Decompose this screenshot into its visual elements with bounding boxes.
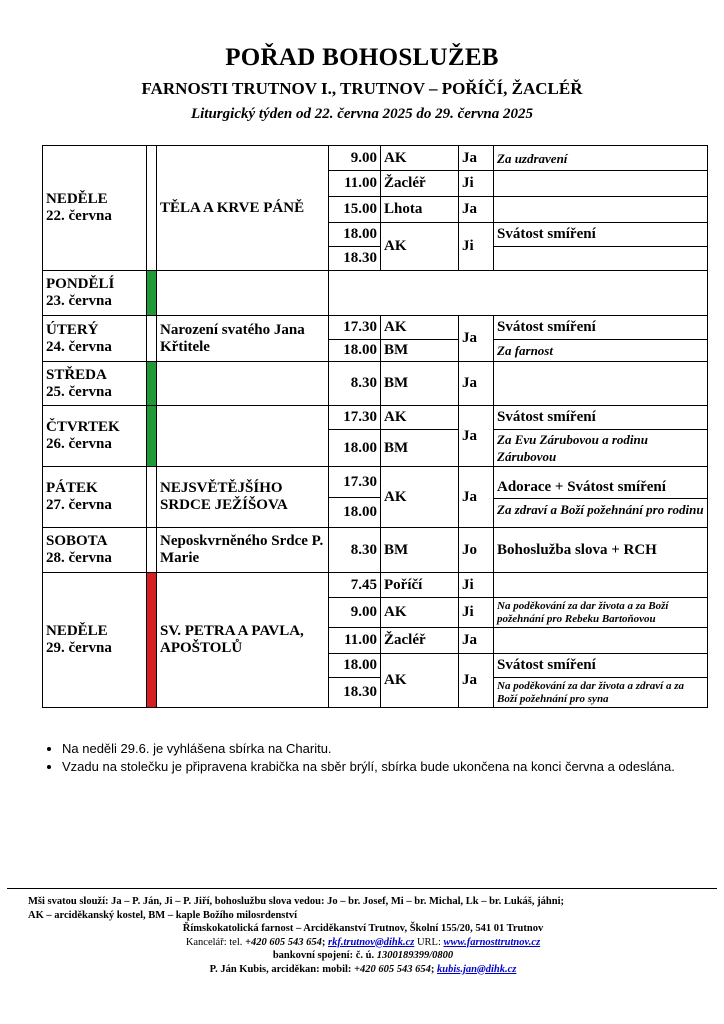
notice-item: • Na neděli 29.6. je vyhlášena sbírka na Charitu.	[62, 741, 682, 757]
table-row: STŘEDA 25. června 8.30 BM Ja	[43, 362, 708, 406]
table-row: 18.30 Na poděkování za dar života a zdraví a za Boží požehnání pro syna	[43, 678, 708, 708]
table-row: 9.00 AK Ji Na poděkování za dar života a za Boží požehnání pro Rebeku Bartoňovou	[43, 598, 708, 628]
feast-cell: Neposkvrněného Srdce P. Marie	[157, 528, 329, 573]
feast-cell: NEJSVĚTĚJŠÍHO SRDCE JEŽÍŠOVA	[157, 467, 329, 528]
table-row: 15.00 Lhota Ja	[43, 197, 708, 223]
footer-divider	[7, 888, 717, 889]
table-row: ČTVRTEK 26. června 17.30 AK Ja Svátost smíření	[43, 406, 708, 430]
parish-subtitle: FARNOSTI TRUTNOV I., TRUTNOV – POŘÍČÍ, ŽACLÉŘ	[141, 79, 583, 98]
footer-address: Římskokatolická farnost – Arciděkanství Trutnov, Školní 155/20, 541 01 Trutnov	[182, 923, 544, 934]
table-row: 18.30	[43, 247, 708, 271]
page-title: POŘAD BOHOSLUŽEB	[225, 44, 499, 71]
table-row: 18.00 BM Za Evu Zárubovou a rodinu Zárubovou	[43, 430, 708, 467]
table-row: PÁTEK 27. června NEJSVĚTĚJŠÍHO SRDCE JEŽÍŠOVA 17.30 18.00 AK Ja Adorace + Svátost smíření Za zdraví a Boží požehnání pro rodinu	[43, 467, 708, 528]
day-cell: SOBOTA 28. června	[43, 528, 147, 573]
notice-item: • Vzadu na stolečku je připravena krabička na sběr brýlí, sbírka bude ukončena na konci června a odeslána.	[62, 759, 682, 775]
table-row: 18.00 AK Ja Svátost smíření	[43, 654, 708, 678]
liturgical-color	[147, 528, 157, 573]
footer-priests: Mši svatou slouží: Ja – P. Ján, Ji – P. Jiří, bohoslužbu slova vedou: Jo – br. Josef, Mi – br. Michal, Lk – br. Lukáš, jáhni;	[28, 896, 564, 907]
footer-office: Kancelář: tel. +420 605 543 654; rkf.trutnov@dihk.cz URL: www.farnosttrutnov.cz	[185, 936, 541, 948]
footer-bank: bankovní spojení: č. ú. 1300189399/0800	[272, 950, 454, 961]
table-row	[43, 271, 708, 316]
liturgical-color	[147, 406, 157, 467]
day-cell: NEDĚLE 29. června	[43, 573, 147, 708]
table-row: NEDĚLE 29. června SV. PETRA A PAVLA, APOŠTOLŮ 7.45 Poříčí Ji	[43, 573, 708, 598]
liturgical-color	[147, 146, 157, 271]
website-link[interactable]: www.farnosttrutnov.cz	[443, 936, 541, 948]
day-cell: STŘEDA 25. června	[43, 362, 147, 406]
feast-cell: TĚLA A KRVE PÁNĚ	[157, 146, 329, 271]
priest-email-link[interactable]: kubis.jan@dihk.cz	[437, 963, 517, 975]
feast-cell: Narození svatého Jana Křtitele	[157, 316, 329, 362]
table-row: ÚTERÝ 24. června Narození svatého Jana Křtitele 17.30 AK Ja Svátost smíření	[43, 316, 708, 340]
liturgical-color	[147, 467, 157, 528]
table-row: 11.00 Žacléř Ji	[43, 171, 708, 197]
office-email-link[interactable]: rkf.trutnov@dihk.cz	[327, 936, 415, 948]
schedule-table	[42, 145, 708, 708]
table-row: SOBOTA 28. června Neposkvrněného Srdce P. Marie 8.30 BM Jo Bohoslužba slova + RCH	[43, 528, 708, 573]
liturgical-color	[147, 271, 157, 316]
footer	[28, 895, 698, 976]
day-cell: NEDĚLE 22. června	[43, 146, 147, 271]
feast-cell: SV. PETRA A PAVLA, APOŠTOLŮ	[157, 573, 329, 708]
table-row: 18.00 BM Za farnost	[43, 340, 708, 362]
day-cell: PÁTEK 27. června	[43, 467, 147, 528]
notices	[42, 741, 682, 777]
table-row: 11.00 Žacléř Ja	[43, 628, 708, 654]
footer-abbrev: AK – arciděkanský kostel, BM – kaple Božího milosrdenství	[28, 909, 298, 921]
day-cell: ČTVRTEK 26. června	[43, 406, 147, 467]
table-row: NEDĚLE 22. června TĚLA A KRVE PÁNĚ 9.00 AK Ja Za uzdravení	[43, 146, 708, 171]
day-cell: ÚTERÝ 24. června	[43, 316, 147, 362]
day-cell: PONDĚLÍ 23. června	[43, 271, 147, 316]
liturgical-color	[147, 573, 157, 708]
liturgical-color	[147, 362, 157, 406]
liturgical-week: Liturgický týden od 22. června 2025 do 29. června 2025	[190, 106, 534, 122]
table-row: 18.00 AK Ji Svátost smíření	[43, 223, 708, 247]
liturgical-color	[147, 316, 157, 362]
footer-priest-contact: P. Ján Kubis, arciděkan: mobil: +420 605 543 654; kubis.jan@dihk.cz	[209, 963, 517, 975]
